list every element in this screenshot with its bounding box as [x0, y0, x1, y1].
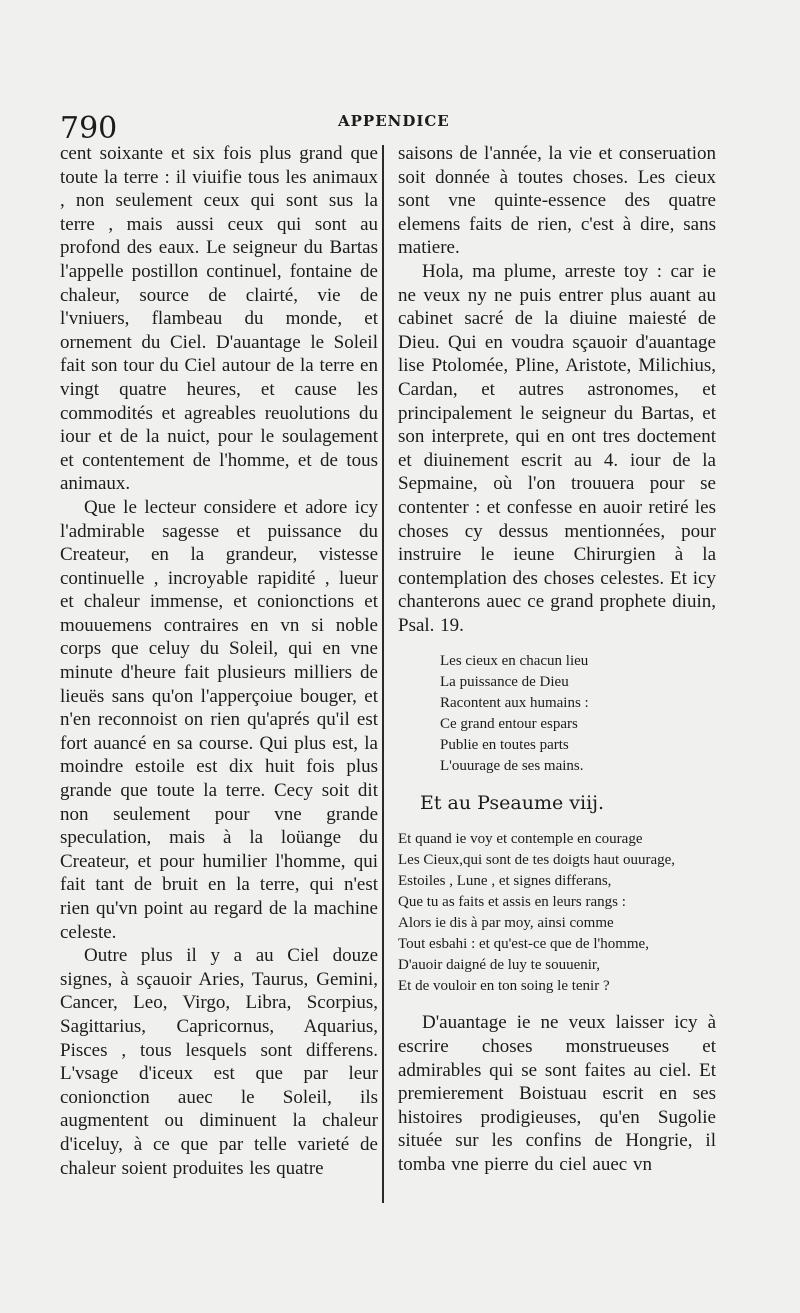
column-divider — [382, 145, 384, 1203]
verse-line: Ce grand entour espars — [440, 716, 578, 733]
running-head: APPENDICE — [338, 112, 450, 130]
right-paragraph-2: Hola, ma plume, arreste toy : car ie ne veux ny ne puis entrer plus auant au cabinet sacré de la diuine maiesté de Dieu. Qui en voudra sçauoir d'auantage lise Ptolomée, Pline, Aristote, Milichius, Cardan, et autres astronomes, et principalement le seigneur du Bartas, et son interprete, qui en ont tres doctement et diuinement escrit au 4. iour de la Sepmaine, où l'on trouuera pour se contenter : et confesse en auoir retiré les choses cy dessus mentionnées, pour instruire le ieune Chirurgien à la contemplation des choses celestes. Et icy chanterons auec ce grand prophete diuin, Psal. 19. — [398, 260, 716, 636]
left-paragraph-1: cent soixante et six fois plus grand que toute la terre : il viuifie tous les animaux , non seulement ceux qui sont sus la terre , mais aussi ceux qui sont au profond des eaux. Le seigneur du Bartas l'appelle postillon continuel, fontaine de chaleur, source de clairté, vie de l'vniuers, flambeau du monde, et ornement du Ciel. D'auantage le Soleil fait son tour du Ciel autour de la terre en vingt quatre heures, et cause les commodités et agreables reuolutions du iour et de la nuict, pour le soulagement et contentement de l'homme, et de tous animaux. — [60, 143, 378, 495]
right-paragraph-1: saisons de l'année, la vie et conseruation soit donnée à toutes choses. Les cieux sont vne quinte-essence des quatre elemens faits de rien, c'est à dire, sans matiere. — [398, 143, 716, 259]
verse-line: Publie en toutes parts — [440, 737, 569, 754]
psalm-19-verse — [398, 651, 716, 777]
page-number: 790 — [60, 111, 118, 146]
verse-line: D'auoir daigné de luy te souuenir, — [398, 957, 601, 974]
left-paragraph-2: Que le lecteur considere et adore icy l'admirable sagesse et puissance du Createur, en la grandeur, vistesse continuelle , incroyable rapidité , lueur et chaleur immense, et conionctions et mouuemens contraires en vn si noble corps que celuy du Soleil, qui en vne minute d'heure fait plusieurs milliers de lieuës sans qu'on l'apperçoiue bouger, et n'en reconnoist on rien qu'aprés qu'il est fort auancé en sa course. Qui plus est, la moindre estoile est dix huit fois plus grande que toute la terre. Cecy soit dit non seulement pour vne grande speculation, mais à la loüange du Createur, et pour humilier l'homme, qui fait tant de bruit en la terre, qui n'est rien qu'vn point au regard de la machine celeste. — [60, 496, 378, 943]
left-paragraph-3: Outre plus il y a au Ciel douze signes, à sçauoir Aries, Taurus, Gemini, Cancer, Leo, Virgo, Libra, Scorpius, Sagittarius, Capricornus, Aquarius, Pisces , tous lesquels sont differens. L'vsage d'iceux est que par leur conionction auec le Soleil, ils augmentent ou diminuent la chaleur d'iceluy, à ce que par telle varieté de chaleur soient produites les quatre — [60, 945, 378, 1179]
right-paragraph-3: D'auantage ie ne veux laisser icy à escrire choses monstrueuses et admirables qui se sont faites au ciel. Et premierement Boistuau escrit en ses histoires prodigieuses, qu'en Sugolie située sur les confins de Hongrie, il tomba vne pierre du ciel auec vn — [398, 1012, 716, 1176]
verse-line: Tout esbahi : et qu'est-ce que de l'homme, — [398, 936, 649, 953]
verse-line: Les cieux en chacun lieu — [440, 653, 589, 670]
verse-line: Alors ie dis à par moy, ainsi comme — [398, 915, 614, 932]
verse-line: Et quand ie voy et contemple en courage — [398, 831, 643, 848]
verse-line: Et de vouloir en ton soing le tenir ? — [398, 978, 610, 995]
verse-line: Estoiles , Lune , et signes differans, — [398, 873, 612, 890]
verse-line: L'ouurage de ses mains. — [440, 758, 584, 775]
right-column — [398, 142, 716, 1177]
verse-line: Racontent aux humains : — [440, 695, 589, 712]
verse-line: Que tu as faits et assis en leurs rangs : — [398, 894, 626, 911]
verse-line: La puissance de Dieu — [440, 674, 569, 691]
psalm-reference: Et au Pseaume viij. — [420, 792, 605, 815]
psalm-8-verse — [398, 829, 716, 997]
verse-line: Les Cieux,qui sont de tes doigts haut ouurage, — [398, 852, 676, 869]
left-column — [60, 142, 378, 1180]
